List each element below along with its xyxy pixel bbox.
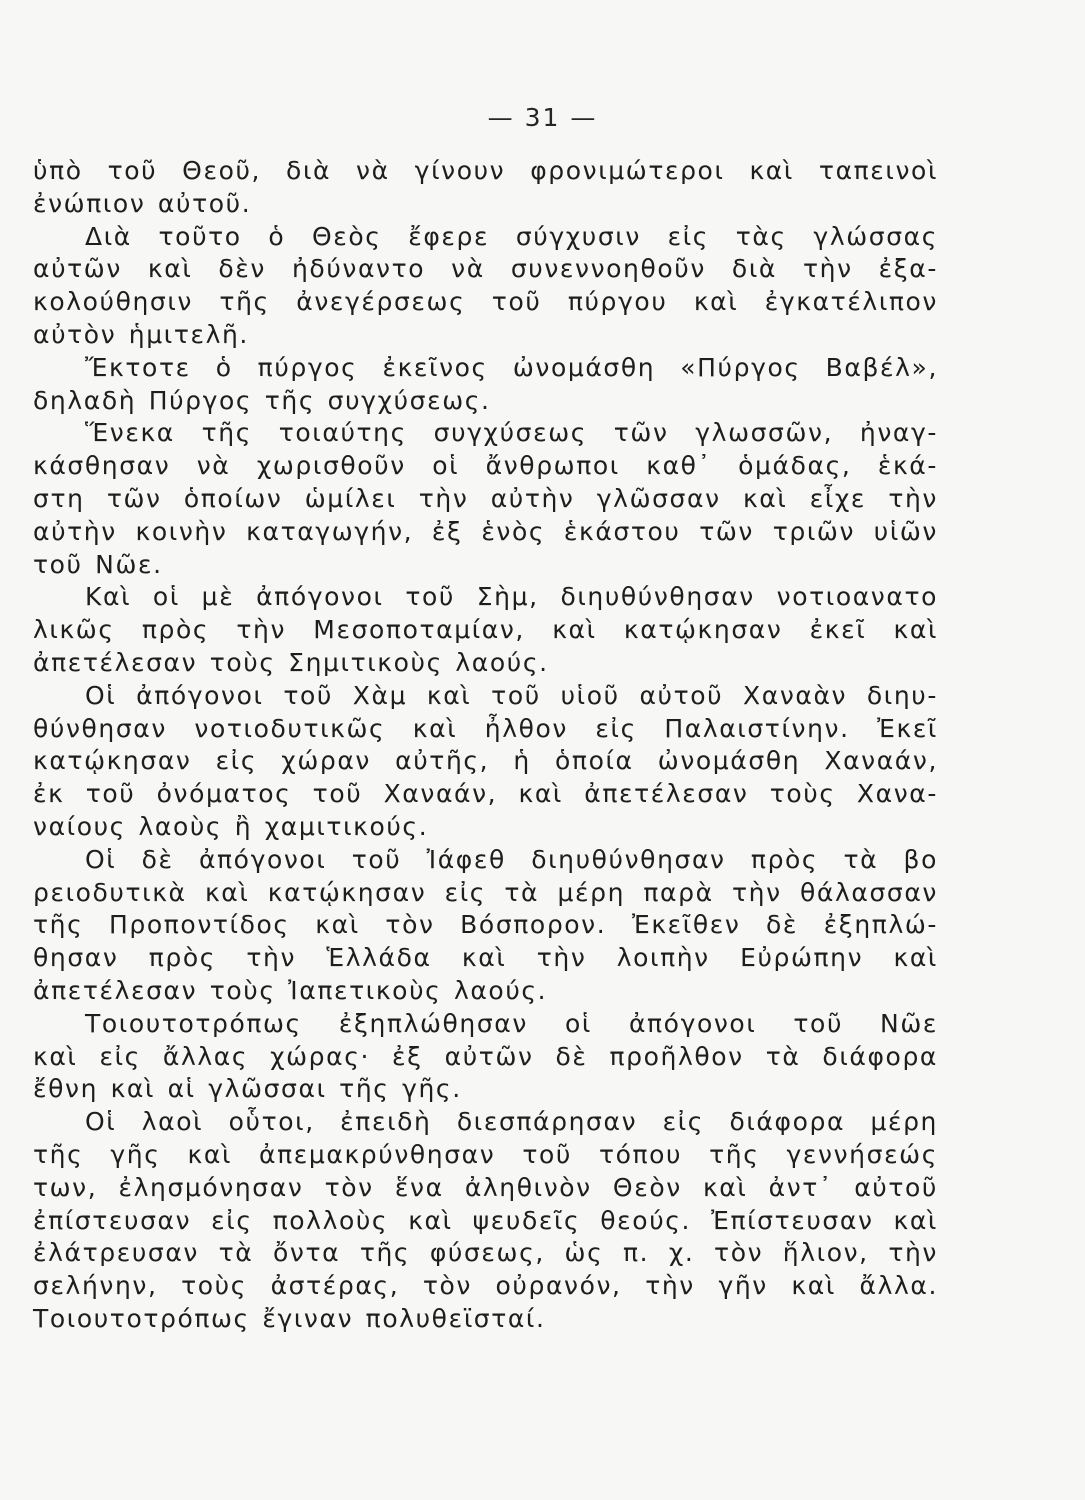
text-line: κατῴκησαν εἰς χώραν αὐτῆς, ἡ ὁποία ὠνομάσθη Χαναάν, xyxy=(33,746,938,776)
text-line: των, ἐλησμόνησαν τὸν ἕνα ἀληθινὸν Θεὸν καὶ ἀντ᾽ αὐτοῦ xyxy=(33,1172,938,1202)
text-line: καὶ εἰς ἄλλας χώρας· ἐξ αὐτῶν δὲ προῆλθον τὰ διάφορα xyxy=(33,1041,938,1071)
text-line: Οἱ δὲ ἀπόγονοι τοῦ Ἰάφεθ διηυθύνθησαν πρὸς τὰ βο xyxy=(85,844,938,874)
text-line: ἔθνη καὶ αἱ γλῶσσαι τῆς γῆς. xyxy=(33,1074,462,1104)
text-line: Οἱ λαοὶ οὗτοι, ἐπειδὴ διεσπάρησαν εἰς διάφορα μέρη xyxy=(85,1107,938,1137)
text-line: αὐτῶν καὶ δὲν ἠδύναντο νὰ συνεννοηθοῦν διὰ τὴν ἐξα- xyxy=(33,254,938,284)
text-line: τῆς γῆς καὶ ἀπεμακρύνθησαν τοῦ τόπου τῆς γεννήσεώς xyxy=(33,1139,938,1169)
text-line: ὑπὸ τοῦ Θεοῦ, διὰ νὰ γίνουν φρονιμώτεροι καὶ ταπεινοὶ xyxy=(33,156,938,185)
text-line: ἀπετέλεσαν τοὺς Σημιτικοὺς λαούς. xyxy=(33,647,549,677)
text-line: ἐνώπιον αὐτοῦ. xyxy=(33,188,252,218)
text-line: στη τῶν ὁποίων ὡμίλει τὴν αὐτὴν γλῶσσαν καὶ εἶχε τὴν xyxy=(33,483,938,513)
text-line: ἐκ τοῦ ὀνόματος τοῦ Χαναάν, καὶ ἀπετέλεσαν τοὺς Χανα- xyxy=(33,779,938,809)
body-text xyxy=(33,155,938,1336)
text-line: αὐτὴν κοινὴν καταγωγήν, ἐξ ἑνὸς ἑκάστου τῶν τριῶν υἱῶν xyxy=(33,516,938,546)
text-line: τοῦ Νῶε. xyxy=(33,549,163,579)
text-line: λικῶς πρὸς τὴν Μεσοποταμίαν, καὶ κατῴκησαν ἐκεῖ καὶ xyxy=(33,615,938,645)
text-line: Τοιουτοτρόπως ἔγιναν πολυθεϊσταί. xyxy=(33,1303,546,1333)
text-line: θύνθησαν νοτιοδυτικῶς καὶ ἦλθον εἰς Παλαιστίνην. Ἐκεῖ xyxy=(33,713,938,743)
text-line: Ἕνεκα τῆς τοιαύτης συγχύσεως τῶν γλωσσῶν, ἠναγ- xyxy=(85,418,938,448)
text-line: ἐπίστευσαν εἰς πολλοὺς καὶ ψευδεῖς θεούς. Ἐπίστευσαν καὶ xyxy=(33,1205,938,1235)
text-line: Διὰ τοῦτο ὁ Θεὸς ἔφερε σύγχυσιν εἰς τὰς γλώσσας xyxy=(85,221,938,251)
page-number: — 31 — xyxy=(487,103,598,132)
text-line: Τοιουτοτρόπως ἐξηπλώθησαν οἱ ἀπόγονοι τοῦ Νῶε xyxy=(85,1008,938,1038)
text-line: Οἱ ἀπόγονοι τοῦ Χὰμ καὶ τοῦ υἱοῦ αὐτοῦ Χαναὰν διηυ- xyxy=(85,680,938,710)
text-line: ναίους λαοὺς ἢ χαμιτικούς. xyxy=(33,811,429,841)
text-line: τῆς Προποντίδος καὶ τὸν Βόσπορον. Ἐκεῖθεν δὲ ἐξηπλώ- xyxy=(33,910,938,940)
text-line: αὐτὸν ἡμιτελῆ. xyxy=(33,319,249,349)
text-line: Ἔκτοτε ὁ πύργος ἐκεῖνος ὠνομάσθη «Πύργος Βαβέλ», xyxy=(85,352,938,382)
text-line: ἐλάτρευσαν τὰ ὄντα τῆς φύσεως, ὡς π. χ. τὸν ἥλιον, τὴν xyxy=(33,1238,938,1268)
text-line: ρειοδυτικὰ καὶ κατῴκησαν εἰς τὰ μέρη παρὰ τὴν θάλασσαν xyxy=(33,877,938,907)
text-line: θησαν πρὸς τὴν Ἑλλάδα καὶ τὴν λοιπὴν Εὐρώπην καὶ xyxy=(33,943,938,973)
text-line: σελήνην, τοὺς ἀστέρας, τὸν οὐρανόν, τὴν γῆν καὶ ἄλλα. xyxy=(33,1271,938,1301)
text-line: Καὶ οἱ μὲ ἀπόγονοι τοῦ Σὴμ, διηυθύνθησαν νοτιοανατο xyxy=(85,582,938,612)
text-line: δηλαδὴ Πύργος τῆς συγχύσεως. xyxy=(33,385,491,415)
text-line: ἀπετέλεσαν τοὺς Ἰαπετικοὺς λαούς. xyxy=(33,975,548,1005)
text-line: κολούθησιν τῆς ἀνεγέρσεως τοῦ πύργου καὶ ἐγκατέλιπον xyxy=(33,287,938,317)
text-line: κάσθησαν νὰ χωρισθοῦν οἱ ἄνθρωποι καθ᾽ ὁμάδας, ἑκά- xyxy=(33,451,938,481)
